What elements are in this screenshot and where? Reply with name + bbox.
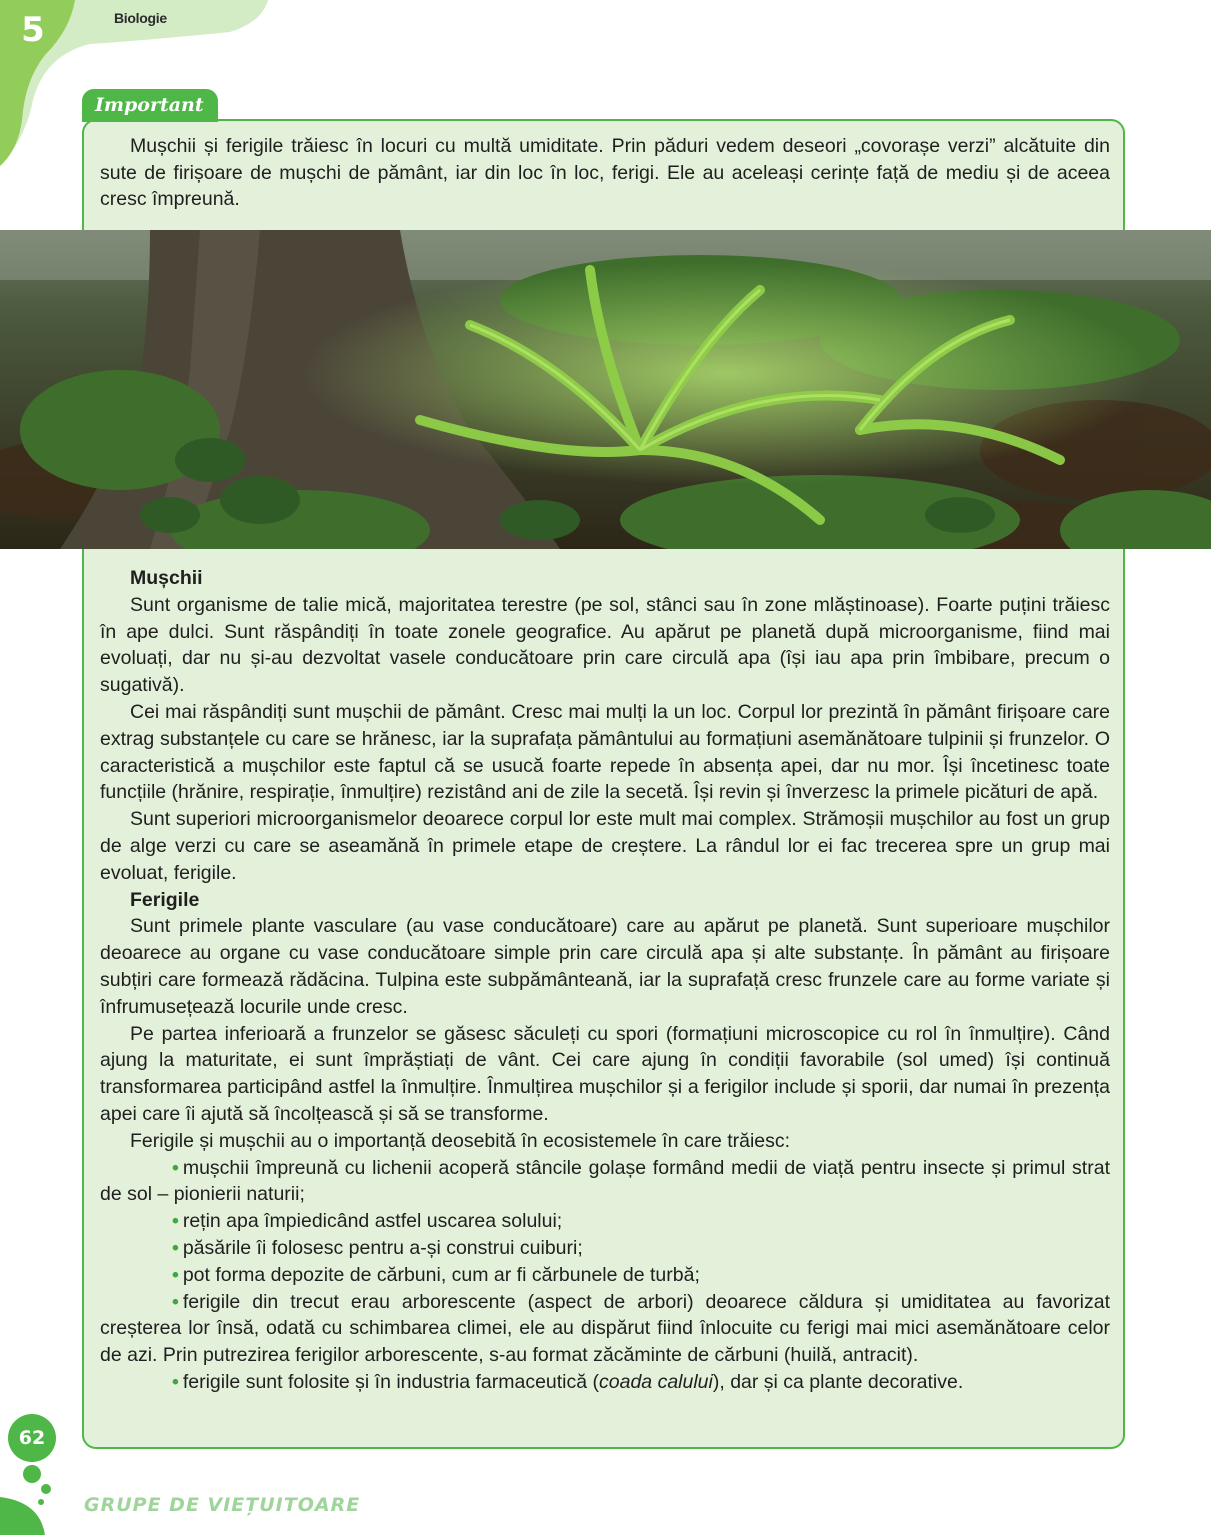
italic-term: coada calului	[599, 1370, 713, 1393]
bullet-icon: •	[172, 1263, 179, 1286]
paragraph: Sunt superiori microorganismelor deoarece corpul lor este mult mai complex. Strămoșii mușchilor au fost un grup de alge verzi cu care se aseamănă în primele etape de creștere. La rândul lor ei fac trecerea spre un grup mai evoluat, ferigile.	[100, 808, 1110, 884]
importance-list	[100, 1155, 1110, 1396]
forest-ferns-photo	[0, 230, 1211, 549]
list-item: • ferigile din trecut erau arborescente (aspect de arbori) deoarece căldura și umiditatea au favorizat creșterea lor însă, odată cu schimbarea climei, ele au dispărut fiind înlocuite cu ferigi mai mici asemănătoare celor de azi. Prin putrezirea ferigilor arborescente, s-au format zăcăminte de cărbuni (huilă, antracit).	[100, 1290, 1110, 1367]
page-number: 62	[8, 1414, 56, 1462]
bullet-icon: •	[172, 1210, 179, 1233]
list-item: • păsările îi folosesc pentru a-și construi cuiburi;	[172, 1236, 583, 1259]
section-title-muschi: Mușchii	[130, 567, 203, 589]
bullet-icon: •	[172, 1370, 179, 1393]
subject-label: Biologie	[114, 10, 167, 26]
bullet-icon: •	[172, 1156, 179, 1179]
paragraph: Sunt primele plante vasculare (au vase conducătoare) care au apărut pe planetă. Sunt superioare mușchilor deoarece au organe cu vase conducătoare simple prin care circulă apa și alte substanțe. În pământ au firișoare subțiri care formează rădăcina. Tulpina este subpământeană, iar la suprafață cresc frunzele care au forme variate și înfrumusețează locurile unde cresc.	[100, 915, 1110, 1018]
decorative-dots	[0, 1462, 70, 1535]
unit-title: GRUPE DE VIEȚUITOARE	[84, 1494, 361, 1516]
important-tab-label: Important	[82, 89, 218, 122]
chapter-number: 5	[21, 10, 45, 50]
paragraph: Sunt organisme de talie mică, majoritatea terestre (pe sol, stânci sau în zone mlăștinoase). Foarte puțini trăiesc în ape dulci. Sunt răspândiți în toate zonele geografice. Au apărut pe planetă după microorganisme, fiind mai evoluați, dar nu și-au dezvoltat vasele conducătoare prin care circulă apa (își iau apa prin îmbibare, precum o sugativă).	[100, 593, 1110, 697]
bullet-icon: •	[172, 1236, 179, 1259]
paragraph: Pe partea inferioară a frunzelor se găsesc săculeți cu spori (formațiuni microscopice cu rol în înmulțire). Când ajung la maturitate, ei sunt împrăștiați de vânt. Cei care ajung în condiții favorabile (sol umed) își continuă transformarea participând astfel la înmulțire. Înmulțirea mușchilor și a ferigilor include și sporii, dar numai în prezența apei care îi ajută să încolțească și să se transforme.	[100, 1022, 1110, 1125]
important-intro-text: Mușchii și ferigile trăiesc în locuri cu multă umiditate. Prin păduri vedem deseori „covorașe verzi” alcătuite din sute de firișoare de mușchi de pământ, iar din loc în loc, ferigi. Ele au aceleași cerințe față de mediu și de aceea cresc împreună.	[100, 135, 1110, 210]
paragraph: Cei mai răspândiți sunt mușchii de pământ. Cresc mai mulți la un loc. Corpul lor prezintă în pământ firișoare care extrag substanțele cu care se hrănesc, iar la suprafața pământului au formațiuni asemănătoare tulpinii și frunzelor. O caracteristică a mușchilor este faptul că se usucă foarte repede în absența apei, dar nu mor. Își încetinesc toate funcțiile (hrănire, respirație, înmulțire) rezistând ani de zile la secetă. Își revin și înverzesc la primele picături de apă.	[100, 700, 1110, 804]
section-title-ferigi: Ferigile	[130, 888, 200, 911]
list-item: • rețin apa împiedicând astfel uscarea solului;	[172, 1210, 563, 1233]
paragraph: Ferigile și mușchii au o importanță deosebită în ecosistemele în care trăiesc:	[130, 1129, 791, 1152]
list-item: • ferigile sunt folosite și în industria farmaceutică (coada calului), dar și ca plante decorative.	[172, 1370, 964, 1393]
list-item: • mușchii împreună cu lichenii acoperă stâncile golașe formând medii de viață pentru insecte și primul strat de sol – pionierii naturii;	[100, 1156, 1110, 1206]
main-text	[100, 565, 1110, 1396]
bullet-icon: •	[172, 1290, 179, 1313]
list-item: • pot forma depozite de cărbuni, cum ar fi cărbunele de turbă;	[172, 1263, 700, 1286]
